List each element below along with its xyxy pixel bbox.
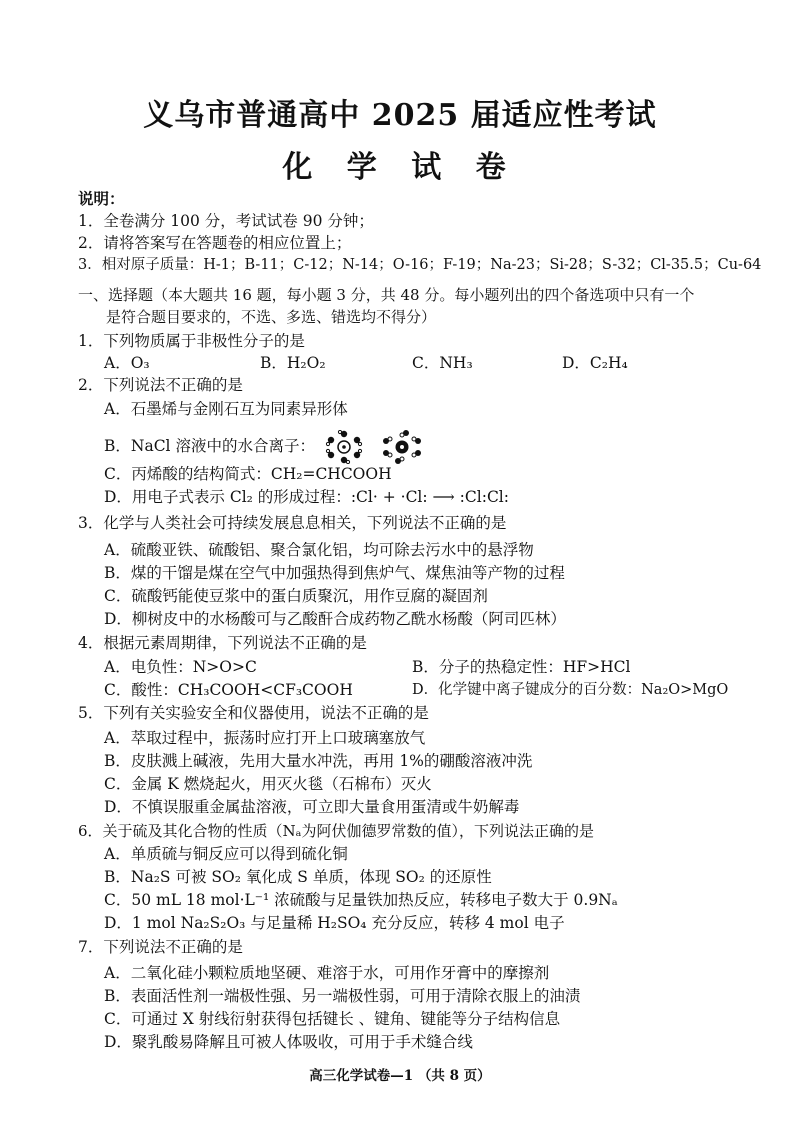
question-4-option-a: A．电负性：N>O>C bbox=[104, 658, 257, 676]
hydrated-chloride-ion-icon bbox=[383, 430, 421, 464]
question-4-option-d: D．化学键中离子键成分的百分数：Na₂O>MgO bbox=[412, 682, 729, 698]
electron-dot-formula: :Cl· + ·Cl: ⟶ :Cl:Cl: bbox=[350, 488, 509, 506]
question-7-option-c: C．可通过 X 射线衍射获得包括键长 、键角、键能等分子结构信息 bbox=[104, 1010, 561, 1028]
question-2-option-a: A．石墨烯与金刚石互为同素异形体 bbox=[104, 400, 348, 418]
question-3-option-a: A．硫酸亚铁、硫酸铝、聚合氯化铝，均可除去污水中的悬浮物 bbox=[104, 541, 534, 559]
question-5-option-d: D．不慎误服重金属盐溶液，可立即大量食用蛋清或牛奶解毒 bbox=[104, 798, 520, 816]
question-7-option-a: A．二氧化硅小颗粒质地坚硬、难溶于水，可用作牙膏中的摩擦剂 bbox=[104, 964, 550, 982]
section-heading-line-2: 是符合题目要求的，不选、多选、错选均不得分） bbox=[106, 308, 437, 326]
question-7-option-d: D．聚乳酸易降解且可被人体吸收，可用于手术缝合线 bbox=[104, 1033, 473, 1051]
question-3-option-d: D．柳树皮中的水杨酸可与乙酸酐合成药物乙酰水杨酸（阿司匹林） bbox=[104, 610, 566, 628]
question-4-stem: 4．根据元素周期律，下列说法不正确的是 bbox=[78, 634, 367, 652]
question-3-option-b: B．煤的干馏是煤在空气中加强热得到焦炉气、煤焦油等产物的过程 bbox=[104, 564, 565, 582]
question-1-option-b: B．H₂O₂ bbox=[260, 354, 326, 372]
section-heading-line-1: 一、选择题（本大题共 16 题，每小题 3 分，共 48 分。每小题列出的四个备选项中只有一个 bbox=[78, 286, 695, 304]
question-4-option-c: C．酸性：CH₃COOH<CF₃COOH bbox=[104, 681, 353, 699]
page-footer: 高三化学试卷—1 （共 8 页） bbox=[309, 1068, 491, 1084]
question-5-stem: 5．下列有关实验安全和仪器使用，说法不正确的是 bbox=[78, 704, 429, 722]
question-2-stem: 2．下列说法不正确的是 bbox=[78, 376, 243, 394]
question-1-option-d: D．C₂H₄ bbox=[562, 354, 628, 372]
question-3-option-c: C．硫酸钙能使豆浆中的蛋白质聚沉，用作豆腐的凝固剂 bbox=[104, 587, 488, 605]
instruction-item-2: 2．请将答案写在答题卷的相应位置上； bbox=[78, 234, 352, 252]
question-5-option-b: B．皮肤溅上碱液，先用大量水冲洗，再用 1%的硼酸溶液冲洗 bbox=[104, 752, 533, 770]
question-1-stem: 1．下列物质属于非极性分子的是 bbox=[78, 332, 305, 350]
question-7-option-b: B．表面活性剂一端极性强、另一端极性弱，可用于清除衣服上的油渍 bbox=[104, 987, 581, 1005]
question-2-option-c: C．丙烯酸的结构简式：CH₂=CHCOOH bbox=[104, 465, 392, 483]
question-6-option-c: C．50 mL 18 mol·L⁻¹ 浓硫酸与足量铁加热反应，转移电子数大于 0.9Nₐ bbox=[104, 891, 618, 909]
question-6-stem: 6．关于硫及其化合物的性质（Nₐ为阿伏伽德罗常数的值），下列说法正确的是 bbox=[78, 822, 594, 840]
instructions-heading: 说明： bbox=[78, 189, 125, 208]
question-5-option-a: A．萃取过程中，振荡时应打开上口玻璃塞放气 bbox=[104, 729, 426, 747]
question-2-option-b bbox=[104, 430, 430, 464]
question-5-option-c: C．金属 K 燃烧起火，用灭火毯（石棉布）灭火 bbox=[104, 775, 432, 793]
instruction-item-1: 1．全卷满分 100 分，考试试卷 90 分钟； bbox=[78, 212, 374, 230]
question-2-option-b-text: B．NaCl 溶液中的水合离子： bbox=[104, 437, 315, 455]
question-1-option-a: A．O₃ bbox=[104, 354, 150, 372]
question-6-option-a: A．单质硫与铜反应可以得到硫化铜 bbox=[104, 845, 348, 863]
question-6-option-d: D．1 mol Na₂S₂O₃ 与足量稀 H₂SO₄ 充分反应，转移 4 mol 电子 bbox=[104, 914, 565, 932]
hydrated-ions-diagram bbox=[320, 430, 430, 464]
question-7-stem: 7．下列说法不正确的是 bbox=[78, 938, 243, 956]
instruction-item-3: 3．相对原子质量：H-1；B-11；C-12；N-14；O-16；F-19；Na-23；Si-28；S-32；Cl-35.5；Cu-64 bbox=[78, 257, 762, 273]
question-2-option-d-text: D．用电子式表示 Cl₂ 的形成过程： bbox=[104, 488, 351, 506]
question-3-stem: 3．化学与人类社会可持续发展息息相关，下列说法不正确的是 bbox=[78, 514, 507, 532]
question-6-option-b: B．Na₂S 可被 SO₂ 氧化成 S 单质，体现 SO₂ 的还原性 bbox=[104, 868, 492, 886]
exam-subject-title: 化 学 试 卷 bbox=[282, 150, 518, 185]
question-4-option-b: B．分子的热稳定性：HF>HCl bbox=[412, 658, 631, 676]
exam-title: 义乌市普通高中 2025 届适应性考试 bbox=[143, 98, 657, 133]
question-1-option-c: C．NH₃ bbox=[412, 354, 473, 372]
hydrated-sodium-ion-icon bbox=[326, 430, 361, 463]
question-2-option-d bbox=[104, 486, 509, 508]
